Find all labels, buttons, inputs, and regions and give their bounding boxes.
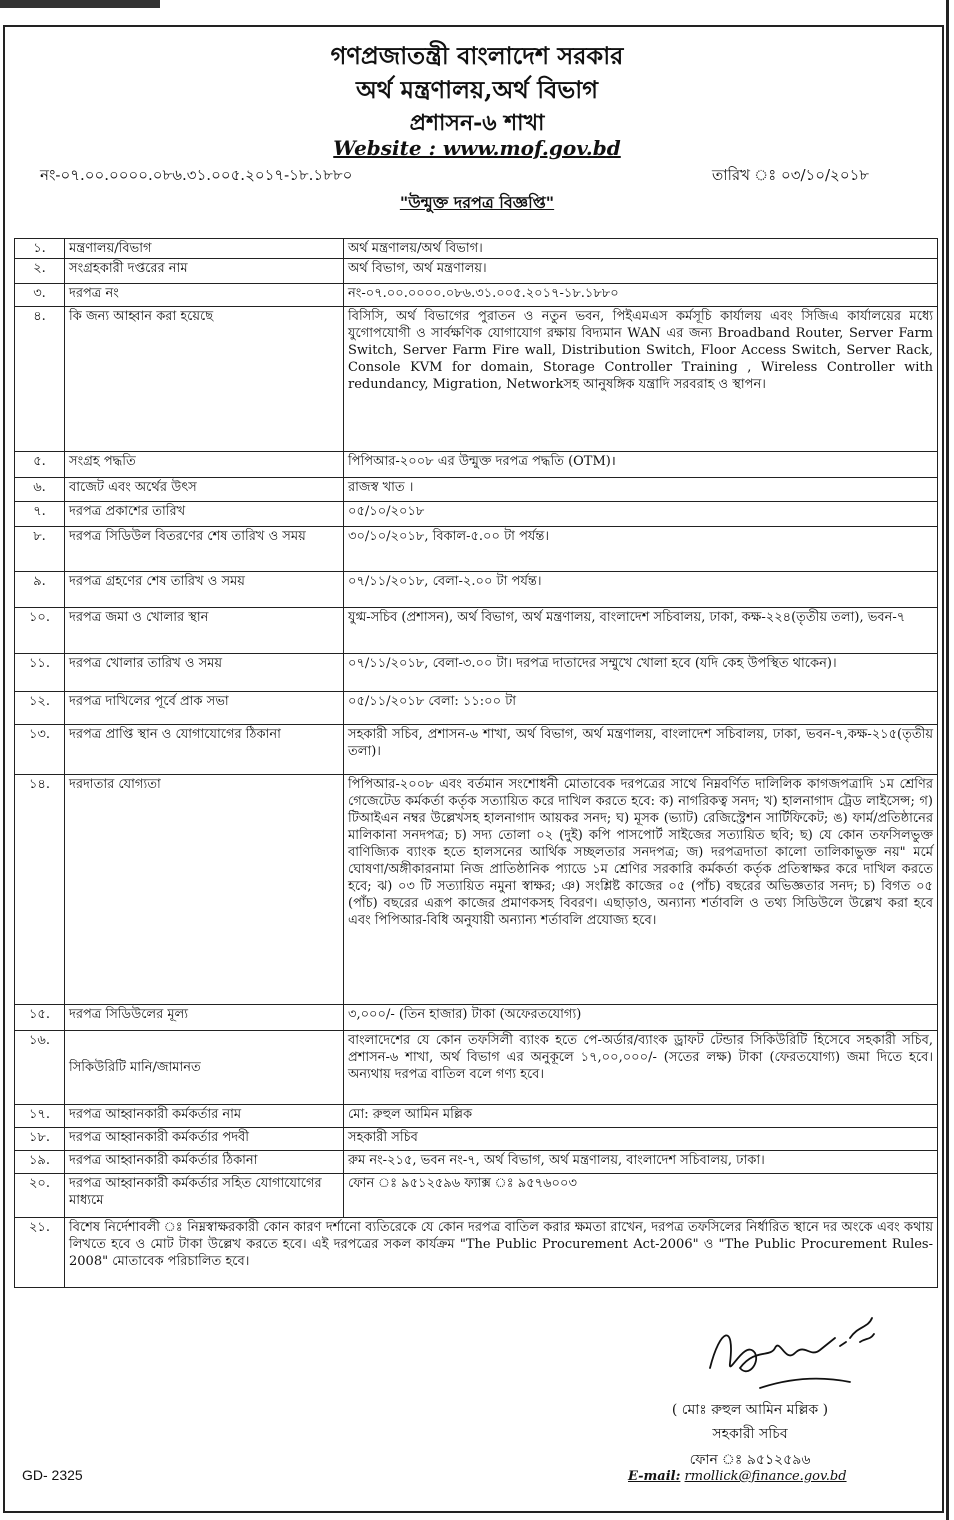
- table-row: [15, 502, 938, 527]
- email-link[interactable]: rmollick@finance.gov.bd: [684, 1469, 847, 1484]
- table-row: [15, 608, 938, 654]
- row-value: ফোন ঃ ৯৫১২৫৯৬ ফ্যাক্স ঃ ৯৫৭৬০০৩: [344, 1174, 938, 1218]
- signatory-designation: সহকারী সচিব: [712, 1426, 788, 1442]
- row-label: দরপত্র প্রকাশের তারিখ: [65, 502, 344, 527]
- gd-code: GD- 2325: [22, 1467, 83, 1483]
- signatory-name: ( মোঃ রুহুল আমিন মল্লিক ): [671, 1402, 829, 1418]
- table-row: [15, 239, 938, 259]
- row-label: সিকিউরিটি মানি/জামানত: [65, 1031, 344, 1105]
- row-serial: ১৫.: [15, 1005, 65, 1031]
- table-row: [15, 1151, 938, 1174]
- row-serial: ৪.: [15, 307, 65, 452]
- row-serial: ৭.: [15, 502, 65, 527]
- row-label: দরপত্র সিডিউলের মূল্য: [65, 1005, 344, 1031]
- row-value: ০৭/১১/২০১৮, বেলা-২.০০ টা পর্যন্ত।: [344, 572, 938, 608]
- row-label: সংগ্রহ পদ্ধতি: [65, 452, 344, 478]
- row-serial: ১.: [15, 239, 65, 259]
- row-serial: ৬.: [15, 478, 65, 502]
- row-value: সহকারী সচিব, প্রশাসন-৬ শাখা, অর্থ বিভাগ, অর্থ মন্ত্রণালয়, বাংলাদেশ সচিবালয়, ঢাকা, ভবন-৭,কক্ষ-২১৫(তৃতীয় তলা)।: [344, 725, 938, 775]
- table-row: [15, 307, 938, 452]
- row-label: দরপত্র আহ্বানকারী কর্মকর্তার সহিত যোগাযোগের মাধ্যমে: [65, 1174, 344, 1218]
- row-serial: ১৮.: [15, 1128, 65, 1151]
- row-label: দরদাতার যোগ্যতা: [65, 775, 344, 1005]
- row-value: নং-০৭.০০.০০০০.০৮৬.৩১.০০৫.২০১৭-১৮.১৮৮০: [344, 284, 938, 307]
- row-label: দরপত্র সিডিউল বিতরণের শেষ তারিখ ও সময়: [65, 527, 344, 572]
- right-edge-line: [946, 0, 949, 1520]
- table-row: [15, 478, 938, 502]
- row-label: দরপত্র দাখিলের পূর্বে প্রাক সভা: [65, 692, 344, 725]
- row-value: বাংলাদেশের যে কোন তফসিলী ব্যাংক হতে পে-অর্ডার/ব্যাংক ড্রাফট টেন্ডার সিকিউরিটি হিসেবে সহকারী সচিব, প্রশাসন-৬ শাখা, অর্থ বিভাগ এর অনুকূলে ১৭,০০,০০০/- (সতের লক্ষ) টাকা (ফেরতযোগ্য) জমা দিতে হবে। অন্যথায় দরপত্র বাতিল বলে গণ্য হবে।: [344, 1031, 938, 1105]
- row-serial: ৮.: [15, 527, 65, 572]
- row-value: ৩০/১০/২০১৮, বিকাল-৫.০০ টা পর্যন্ত।: [344, 527, 938, 572]
- row-value: পিপিআর-২০০৮ এবং বর্তমান সংশোধনী মোতাবেক দরপত্রের সাথে নিম্নবর্ণিত দালিলিক কাগজপত্রাদি ১ম শ্রেণির গেজেটেড কর্মকর্তা কর্তৃক সত্যায়িত করে দাখিল করতে হবে: ক) নাগরিকত্ব সনদ; খ) হালনাগাদ ট্রেড লাইসেন্স; গ) টিআইএন নম্বর উল্লেখসহ হালনাগাদ আয়কর সনদ; ঘ) মূসক (ভ্যাট) রেজিস্ট্রেশন সার্টিফিকেট; ঙ) ফার্ম/প্রতিষ্ঠানের মালিকানা সনদপত্র; চ) সদ্য তোলা ০২ (দুই) কপি পাসপোর্ট সাইজের সত্যায়িত ছবি; ছ) যে কোন তফসিলভুক্ত বাণিজ্যিক ব্যাংক হতে হালসনের আর্থিক সচ্ছলতার সনদপত্র; জ) দরপত্রদাতা কালো তালিকাভুক্ত নয়" মর্মে ঘোষণা/অঙ্গীকারনামা নিজ প্রাতিষ্ঠানিক প্যাডে ১ম শ্রেণির সরকারি কর্মকর্তা কর্তৃক প্রতিস্বাক্ষর করে দাখিল করতে হবে; ঝ) ০৩ টি সত্যায়িত নমুনা স্বাক্ষর; ঞ) সংশ্লিষ্ট কাজের ০৫ (পাঁচ) বছরের অভিজ্ঞতার সনদ; চ) বিগত ০৫ (পাঁচ) বছরের এরূপ কাজের প্রমাণকসহ বিবরণ। এছাড়াও, অন্যান্য শর্তাবলি ও তথ্য সিডিউলে উল্লেখ করা হবে এবং পিপিআর-বিধি অনুযায়ী অন্যান্য শর্তাবলি প্রযোজ্য হবে।: [344, 775, 938, 1005]
- table-row: [15, 452, 938, 478]
- top-edge-mark: [0, 0, 160, 8]
- row-label: দরপত্র জমা ও খোলার স্থান: [65, 608, 344, 654]
- table-row: [15, 1218, 938, 1288]
- row-value: রুম নং-২১৫, ভবন নং-৭, অর্থ বিভাগ, অর্থ মন্ত্রণালয়, বাংলাদেশ সচিবালয়, ঢাকা।: [344, 1151, 938, 1174]
- row-value: বিসিসি, অর্থ বিভাগের পুরাতন ও নতুন ভবন, পিইএমএস কর্মসূচি কার্যালয় এবং সিজিএ কার্যালয়ের মধ্যে যুগোপযোগী ও সার্বক্ষণিক যোগাযোগ রক্ষায় বিদ্যমান WAN এর জন্য Broadband Router, Server Farm Switch, Server Farm Fire wall, Distribution Switch, Floor Access Switch, Server Rack, Console KVM for domain, Storage Controller Training , Wireless Controller with redundancy, Migration, Networkসহ আনুষঙ্গিক যন্ত্রাদি সরবরাহ ও স্থাপন।: [344, 307, 938, 452]
- notice-title: "উন্মুক্ত দরপত্র বিজ্ঞপ্তি": [399, 193, 555, 212]
- table-row: [15, 1105, 938, 1128]
- row-serial: ৫.: [15, 452, 65, 478]
- row-label: দরপত্র খোলার তারিখ ও সময়: [65, 654, 344, 692]
- row-serial: ১৬.: [15, 1031, 65, 1105]
- row-value: অর্থ বিভাগ, অর্থ মন্ত্রণালয়।: [344, 259, 938, 284]
- row-label: কি জন্য আহ্বান করা হয়েছে: [65, 307, 344, 452]
- row-serial: ২০.: [15, 1174, 65, 1218]
- row-value: ০৭/১১/২০১৮, বেলা-৩.০০ টা। দরপত্র দাতাদের সম্মুখে খোলা হবে (যদি কেহ উপস্থিত থাকেন)।: [344, 654, 938, 692]
- row-serial: ১০.: [15, 608, 65, 654]
- row-value: ০৫/১০/২০১৮: [344, 502, 938, 527]
- row-serial: ২.: [15, 259, 65, 284]
- row-label: সংগ্রহকারী দপ্তরের নাম: [65, 259, 344, 284]
- row-serial: ১৪.: [15, 775, 65, 1005]
- row-serial: ২১.: [15, 1218, 65, 1288]
- row-value: পিপিআর-২০০৮ এর উন্মুক্ত দরপত্র পদ্ধতি (OTM)।: [344, 452, 938, 478]
- table-row: [15, 692, 938, 725]
- row-label: মন্ত্রণালয়/বিভাগ: [65, 239, 344, 259]
- row-serial: ৯.: [15, 572, 65, 608]
- signature-icon: [700, 1308, 890, 1398]
- table-row: [15, 1128, 938, 1151]
- table-row: [15, 527, 938, 572]
- table-row: [15, 259, 938, 284]
- row-value: রাজস্ব খাত ।: [344, 478, 938, 502]
- website-link[interactable]: Website : www.mof.gov.bd: [333, 136, 621, 160]
- row-serial: ৩.: [15, 284, 65, 307]
- row-label: দরপত্র গ্রহণের শেষ তারিখ ও সময়: [65, 572, 344, 608]
- row-label: দরপত্র আহ্বানকারী কর্মকর্তার পদবী: [65, 1128, 344, 1151]
- signatory-phone: ফোন ঃ ৯৫১২৫৯৬: [689, 1452, 811, 1468]
- ministry-title: অর্থ মন্ত্রণালয়,অর্থ বিভাগ: [355, 75, 598, 104]
- notice-date: তারিখ ঃ ০৩/১০/২০১৮: [712, 166, 870, 184]
- row-label: দরপত্র নং: [65, 284, 344, 307]
- govt-title: গণপ্রজাতন্ত্রী বাংলাদেশ সরকার: [330, 41, 624, 70]
- row-value: যুগ্ম-সচিব (প্রশাসন), অর্থ বিভাগ, অর্থ মন্ত্রণালয়, বাংলাদেশ সচিবালয়, ঢাকা, কক্ষ-২২৪(তৃতীয় তলা), ভবন-৭: [344, 608, 938, 654]
- row-label: দরপত্র আহ্বানকারী কর্মকর্তার নাম: [65, 1105, 344, 1128]
- row-label: দরপত্র আহ্বানকারী কর্মকর্তার ঠিকানা: [65, 1151, 344, 1174]
- row-value: ৩,০০০/- (তিন হাজার) টাকা (অফেরতযোগ্য): [344, 1005, 938, 1031]
- section-title: প্রশাসন-৬ শাখা: [409, 110, 545, 136]
- table-row: [15, 654, 938, 692]
- table-row: [15, 572, 938, 608]
- email-label: E-mail:: [628, 1469, 681, 1484]
- table-row: [15, 725, 938, 775]
- table-row: [15, 1005, 938, 1031]
- signatory-email: [628, 1469, 847, 1484]
- table-row: [15, 1031, 938, 1105]
- row-serial: ১২.: [15, 692, 65, 725]
- row-serial: ১৭.: [15, 1105, 65, 1128]
- table-row: [15, 284, 938, 307]
- row-serial: ১১.: [15, 654, 65, 692]
- table-row: [15, 1174, 938, 1218]
- row-value: ০৫/১১/২০১৮ বেলা: ১১:০০ টা: [344, 692, 938, 725]
- reference-number: নং-০৭.০০.০০০০.০৮৬.৩১.০০৫.২০১৭-১৮.১৮৮০: [40, 166, 353, 184]
- special-instructions: বিশেষ নির্দেশাবলী ঃ নিম্নস্বাক্ষরকারী কোন কারণ দর্শানো ব্যতিরেকে যে কোন দরপত্র বাতিল করার ক্ষমতা রাখেন, দরপত্র তফসিলের নির্ধারিত স্থানে দর অংকে এবং কথায় লিখতে হবে ও মোট টাকা উল্লেখ করতে হবে। এই দরপত্রের সকল কার্যক্রম "The Public Procurement Act-2006" ও "The Public Procurement Rules-2008" মোতাবেক পরিচালিত হবে।: [65, 1218, 938, 1288]
- row-serial: ১৯.: [15, 1151, 65, 1174]
- row-serial: ১৩.: [15, 725, 65, 775]
- table-row: [15, 775, 938, 1005]
- row-value: মো: রুহুল আমিন মল্লিক: [344, 1105, 938, 1128]
- row-value: অর্থ মন্ত্রণালয়/অর্থ বিভাগ।: [344, 239, 938, 259]
- tender-table: [14, 238, 938, 1288]
- row-label: দরপত্র প্রাপ্তি স্থান ও যোগাযোগের ঠিকানা: [65, 725, 344, 775]
- row-label: বাজেট এবং অর্থের উৎস: [65, 478, 344, 502]
- row-value: সহকারী সচিব: [344, 1128, 938, 1151]
